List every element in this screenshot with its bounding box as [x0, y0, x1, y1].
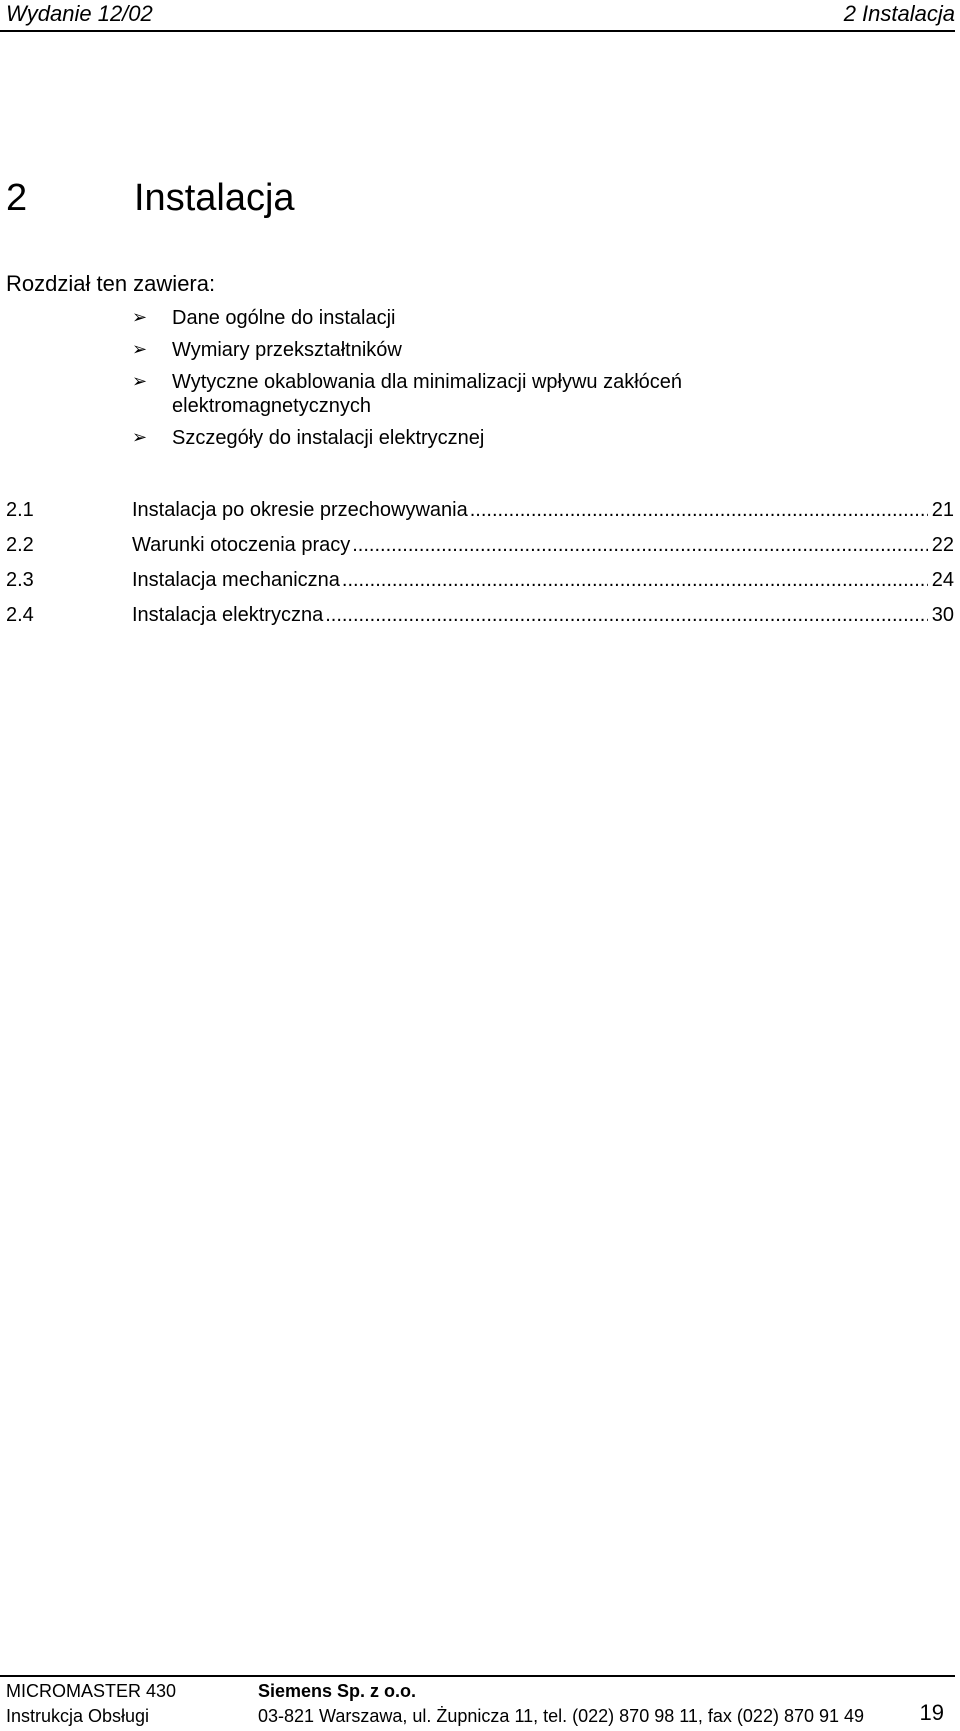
- table-of-contents: [6, 498, 954, 638]
- toc-entry[interactable]: [6, 568, 954, 603]
- list-item-text: Wytyczne okablowania dla minimalizacji wpływu zakłóceń elektromagnetycznych: [172, 371, 683, 417]
- list-item: [132, 306, 812, 330]
- arrow-bullet-icon: ➢: [132, 371, 148, 392]
- footer-divider: [0, 1675, 955, 1677]
- running-header-chapter: 2 Instalacja: [843, 1, 955, 26]
- list-item: [132, 426, 812, 450]
- toc-section-title: Instalacja po okresie przechowywania: [132, 499, 468, 521]
- toc-section-number: 2.3: [6, 569, 34, 591]
- toc-page-number: 30: [931, 604, 954, 626]
- footer-product: MICROMASTER 430: [6, 1681, 177, 1701]
- chapter-intro: Rozdział ten zawiera:: [6, 271, 216, 296]
- toc-page-number: 21: [931, 499, 954, 521]
- toc-entry[interactable]: [6, 533, 954, 568]
- list-item-text: Dane ogólne do instalacji: [172, 307, 396, 329]
- toc-section-number: 2.1: [6, 499, 34, 521]
- toc-page-number: 22: [931, 534, 954, 556]
- arrow-bullet-icon: ➢: [132, 307, 148, 328]
- toc-leader-dots: [342, 568, 928, 592]
- toc-section-number: 2.2: [6, 534, 34, 556]
- chapter-number: 2: [6, 177, 28, 219]
- chapter-title-text: Instalacja: [134, 177, 295, 219]
- toc-section-title: Instalacja mechaniczna: [132, 569, 340, 591]
- toc-leader-dots: [325, 603, 928, 627]
- toc-section-number: 2.4: [6, 604, 34, 626]
- running-header-edition: Wydanie 12/02: [6, 1, 153, 26]
- list-item-text: Szczegóły do instalacji elektrycznej: [172, 427, 485, 449]
- toc-leader-dots: [352, 533, 928, 557]
- toc-section-title: Instalacja elektryczna: [132, 604, 324, 626]
- toc-page-number: 24: [931, 569, 954, 591]
- footer-doc-type: Instrukcja Obsługi: [6, 1706, 150, 1726]
- toc-section-title: Warunki otoczenia pracy: [132, 534, 351, 556]
- list-item: [132, 370, 812, 418]
- header-divider: [0, 30, 955, 32]
- toc-leader-dots: [470, 498, 928, 522]
- chapter-contents-list: [132, 306, 812, 458]
- footer-address: 03-821 Warszawa, ul. Żupnicza 11, tel. (022) 870 98 11, fax (022) 870 91 49: [258, 1706, 865, 1726]
- chapter-title: [6, 176, 295, 220]
- list-item: [132, 338, 812, 362]
- toc-entry[interactable]: [6, 498, 954, 533]
- arrow-bullet-icon: ➢: [132, 339, 148, 360]
- list-item-text: Wymiary przekształtników: [172, 339, 402, 361]
- toc-entry[interactable]: [6, 603, 954, 638]
- arrow-bullet-icon: ➢: [132, 427, 148, 448]
- page-number: 19: [919, 1700, 944, 1725]
- footer-company: Siemens Sp. z o.o.: [258, 1681, 417, 1701]
